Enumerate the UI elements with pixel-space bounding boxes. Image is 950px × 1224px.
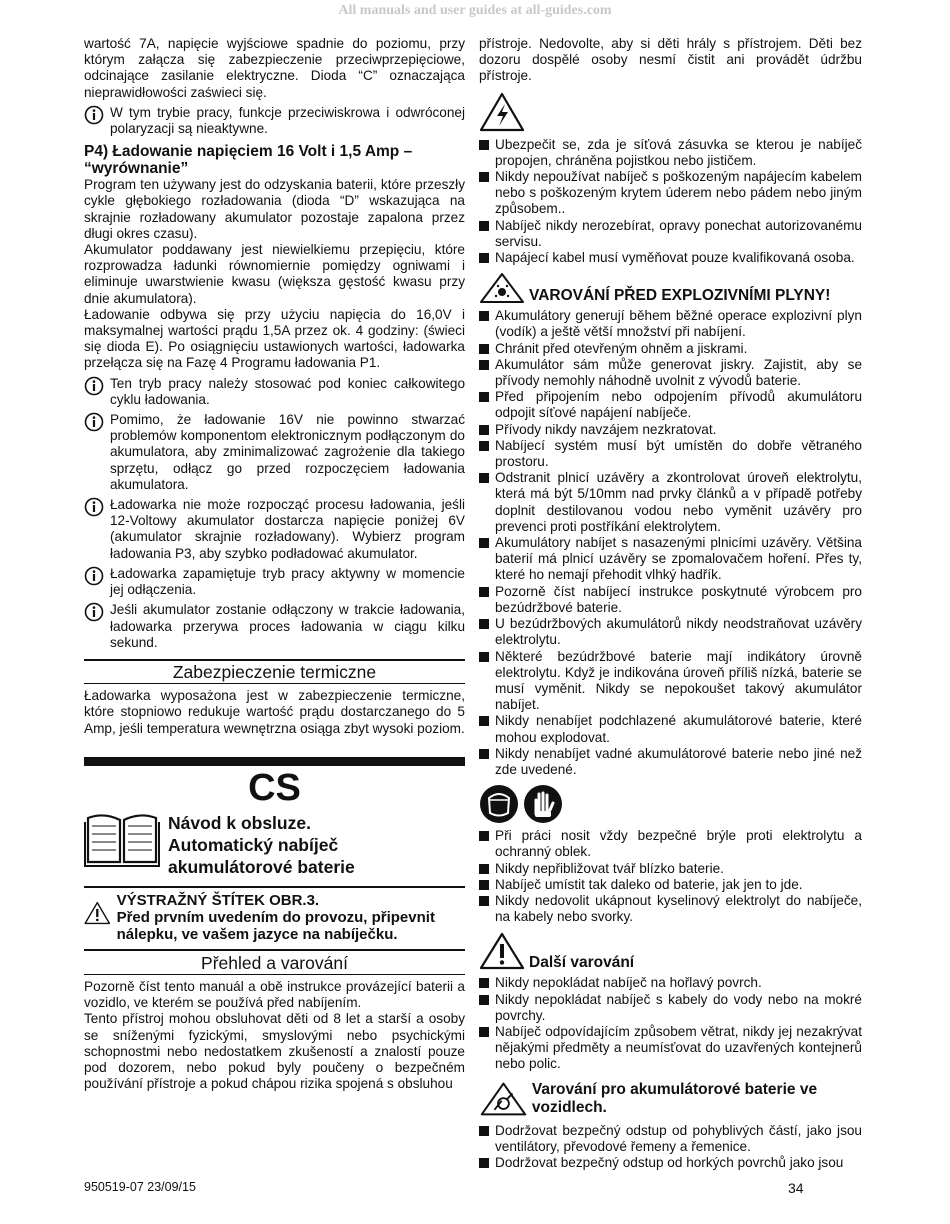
page-number: 34	[788, 1180, 804, 1196]
right-column	[479, 36, 862, 1171]
explosive-warning-list	[479, 308, 862, 778]
list-item: Ubezpečit se, zda je síťová zásuvka se kterou je nabíječ propojen, chráněna pojistkou nebo jističem.	[479, 137, 862, 169]
thermal-section	[84, 683, 465, 737]
warning-triangle-icon	[479, 931, 525, 971]
list-item: Nabíječ nikdy nerozebírat, opravy ponechat autorizovanému servisu.	[479, 218, 862, 250]
watermark: All manuals and user guides at all-guides.com	[338, 3, 612, 18]
warning-text: Před prvním uvedením do provozu, připevnit nálepku, ve vašem jazyce na nabíječku.	[116, 908, 435, 943]
explosive-heading-row	[479, 272, 862, 304]
manual-intro	[84, 812, 465, 878]
list-item: Napájecí kabel musí vyměňovat pouze kvalifikovaná osoba.	[479, 250, 862, 266]
info-text: Ten tryb pracy należy stosować pod koniec całkowitego cyklu ładowania.	[110, 375, 465, 407]
list-item: Nikdy nedovolit ukápnout kyselinový elektrolyt do nabíječe, na kabely nebo svorky.	[479, 893, 862, 925]
overview-section	[84, 974, 465, 1092]
paragraph: Program ten używany jest do odzyskania baterii, które przeszły cykle głębokiego rozładowania (dioda “D” wskazująca na skrajnie rozładowany akumulator pozostaje zapalona przez długi okres czasu).	[84, 177, 465, 241]
paragraph: Ładowanie odbywa się przy użyciu napięcia do 16,0V i maksymalnej wartości prądu 1,5A przez ok. 4 godziny: (świeci się dioda E). Po osiągnięciu ustawionych wartości, ładowarka przełącza się na Fazę 4 Programu ładowania P1.	[84, 306, 465, 371]
info-text: Ładowarka nie może rozpocząć procesu ładowania, jeśli 12-Voltowy akumulator dostarcza napięcie poniżej 6V (akumulator skrajnie rozładowany). Wybierz program ładowania P3, aby szybko podładować akumulator.	[110, 497, 465, 561]
title-line: Automatický nabíječ	[168, 834, 339, 855]
explosive-gas-icon	[479, 272, 525, 304]
list-item: Akumulátory generují během běžné operace explozivní plyn (vodík) a ještě větší množství při nabíjení.	[479, 308, 862, 340]
info-note	[84, 566, 465, 598]
info-icon	[84, 497, 104, 517]
list-item: Nikdy nepokládat nabíječ na hořlavý povrch.	[479, 975, 862, 991]
paragraph: Ładowarka wyposażona jest w zabezpieczenie termiczne, które stopniowo redukuje wartość prądu dostarczanego do 5 Amp, jeśli temperatura wewnętrzna osiąga zbyt wysoki poziom.	[84, 688, 465, 736]
info-icon	[84, 412, 104, 432]
warning-title: VÝSTRAŽNÝ ŠTÍTEK OBR.3.	[116, 891, 320, 909]
language-divider	[84, 757, 465, 766]
list-item: U bezúdržbových akumulátorů nikdy neodstraňovat uzávěry elektrolytu.	[479, 616, 862, 648]
list-item: Chránit před otevřeným ohněm a jiskrami.	[479, 341, 862, 357]
list-item: Odstranit plnicí uzávěry a zkontrolovat úroveň elektrolytu, která má být 5/10mm nad prvky článků a v případě potřeby doplnit destilovanou vodou nebo vyměnit uzávěry pro prevenci proti postříkání elektrolytem.	[479, 470, 862, 535]
electric-hazard-row	[479, 91, 862, 133]
list-item: Akumulátor sám může generovat jiskry. Zajistit, aby se přívody nemohly náhodně uvolnit z vývodů baterie.	[479, 357, 862, 389]
list-item: Nabíječ umístit tak daleko od baterie, jak jen to jde.	[479, 877, 862, 893]
paragraph: wartość 7A, napięcie wyjściowe spadnie do poziomu, przy którym załącza się zabezpieczenie przeciwprzepięciowe, odcinające zasilanie elektryczne. Dioda “C” oznaczająca nieprawidłowości zaświeci się.	[84, 36, 465, 100]
vehicle-heading-row	[479, 1079, 862, 1119]
electric-hazard-icon	[479, 91, 525, 133]
other-warnings-title: Další varování	[529, 954, 635, 972]
paragraph: přístroje. Nedovolte, aby si děti hrály s přístrojem. Děti bez dozoru dospělé osoby nesmí čistit ani provádět údržbu přístroje.	[479, 36, 862, 84]
section-title-thermal: Zabezpieczenie termiczne	[84, 659, 465, 683]
info-note	[84, 105, 465, 137]
info-icon	[84, 376, 104, 396]
gloves-icon	[523, 784, 563, 824]
list-item: Nikdy nepokládat nabíječ s kabely do vody nebo na mokré povrchy.	[479, 992, 862, 1024]
info-text: Pomimo, że ładowanie 16V nie powinno stwarzać problemów komponentom elektronicznym podłączonym do akumulatora, aby zminimalizować zagrożenie dla takiego sprzętu, odłącz go przed rozpoczęciem ładowania akumulatora.	[110, 412, 465, 492]
warning-triangle-icon	[84, 892, 111, 934]
section-heading-p4: P4) Ładowanie napięciem 16 Volt i 1,5 Amp – “wyrównanie”	[84, 143, 413, 178]
info-text: W tym trybie pracy, funkcje przeciwiskrowa i odwróconej polaryzacji są nieaktywne.	[110, 104, 465, 137]
list-item: Dodržovat bezpečný odstup od horkých povrchů jako jsou	[479, 1155, 862, 1171]
paragraph: Tento přístroj mohou obsluhovat děti od 8 let a starší a osoby se sníženými fyzickými, smyslovými nebo psychickými schopnostmi nebo nedostatkem zkušeností a znalostí pouze pod dozorem, nebo pokud byly poučeny o bezpečném používání přístroje a pokud chápou rizika spojená s obsluhou	[84, 1011, 465, 1092]
list-item: Při práci nosit vždy bezpečné brýle proti elektrolytu a ochranný oblek.	[479, 828, 862, 860]
list-item: Nabíječ odpovídajícím způsobem větrat, nikdy jej nezakrývat nějakými předměty a neumísťovat do uzavřených kontejnerů nebo polic.	[479, 1024, 862, 1073]
moving-parts-hazard-icon	[479, 1079, 528, 1119]
left-column	[84, 36, 465, 1092]
list-item: Akumulátory nabíjet s nasazenými plnicími uzávěry. Většina baterií má plnicí uzávěry se zpomalovačem hoření. Přes ty, které ho nemají přehodit vlhký hadřík.	[479, 535, 862, 584]
info-icon	[84, 602, 104, 622]
vehicle-warning-list	[479, 1123, 862, 1172]
list-item: Nikdy nenabíjet podchlazené akumulátorové baterie, které mohou explodovat.	[479, 713, 862, 745]
list-item: Přívody nikdy navzájem nezkratovat.	[479, 422, 862, 438]
info-icon	[84, 566, 104, 586]
vehicle-warnings-title: Varování pro akumulátorové baterie ve vozidlech.	[531, 1080, 818, 1116]
electric-warning-list	[479, 137, 862, 267]
info-note	[84, 497, 465, 562]
language-code: CS	[248, 766, 301, 809]
manual-title	[168, 812, 355, 878]
info-text: Ładowarka zapamiętuje tryb pracy aktywny w momencie jej odłączenia.	[110, 565, 465, 598]
list-item: Nikdy nepoužívat nabíječ s poškozeným napájecím kabelem nebo s poškozeným krytem úderem nebo pádem nebo jiným způsobem..	[479, 169, 862, 218]
list-item: Nikdy nepřibližovat tvář blízko baterie.	[479, 861, 862, 877]
list-item: Nikdy nenabíjet vadné akumulátorové baterie nebo jiné než zde uvedené.	[479, 746, 862, 778]
info-text: Jeśli akumulator zostanie odłączony w trakcie ładowania, ładowarka przerywa proces ładowania w ciągu kilku sekund.	[110, 602, 465, 650]
open-book-icon	[84, 812, 160, 868]
title-line: akumulátorové baterie	[168, 856, 355, 877]
paragraph: Akumulator poddawany jest niewielkiemu przepięciu, które rozprowadza ładunki równomiernie pomiędzy ogniwami i eliminuje uwarstwienie kwasu (większa gęstość kwasu przy dnie akumulatora).	[84, 242, 465, 306]
list-item: Nabíjecí systém musí být umístěn do dobře větraného prostoru.	[479, 438, 862, 470]
ppe-warning-list	[479, 828, 862, 925]
face-shield-icon	[479, 784, 519, 824]
document-code: 950519-07 23/09/15	[84, 1180, 196, 1194]
info-note	[84, 602, 465, 651]
warning-label-text	[117, 892, 465, 943]
section-title-overview: Přehled a varování	[201, 952, 348, 973]
list-item: Některé bezúdržbové baterie mají indikátory úrovně elektrolytu. Když je indikována úroveň příliš nízká, baterie se musí vyměnit. Nikdy se nepokoušet takový akumulátor nabíjet.	[479, 649, 862, 714]
info-icon	[84, 105, 104, 125]
explosive-title: VAROVÁNÍ PŘED EXPLOZIVNÍMI PLYNY!	[529, 287, 831, 305]
list-item: Před připojením nebo odpojením přívodů akumulátoru odpojit síťové napájení nabíječe.	[479, 389, 862, 421]
title-line: Návod k obsluze.	[168, 812, 311, 833]
list-item: Pozorně číst nabíjecí instrukce poskytnuté výrobcem pro bezúdržbové baterie.	[479, 584, 862, 616]
ppe-icons-row	[479, 784, 862, 824]
info-note	[84, 412, 465, 493]
other-warning-list	[479, 975, 862, 1072]
list-item: Dodržovat bezpečný odstup od pohyblivých částí, jako jsou ventilátory, převodové řemeny a řemenice.	[479, 1123, 862, 1155]
warning-label-block	[84, 886, 465, 951]
paragraph: Pozorně číst tento manuál a obě instrukce provázející baterii a vozidlo, ve kterém se používá před nabíjením.	[84, 978, 465, 1011]
info-note	[84, 376, 465, 408]
other-warnings-heading-row	[479, 931, 862, 971]
